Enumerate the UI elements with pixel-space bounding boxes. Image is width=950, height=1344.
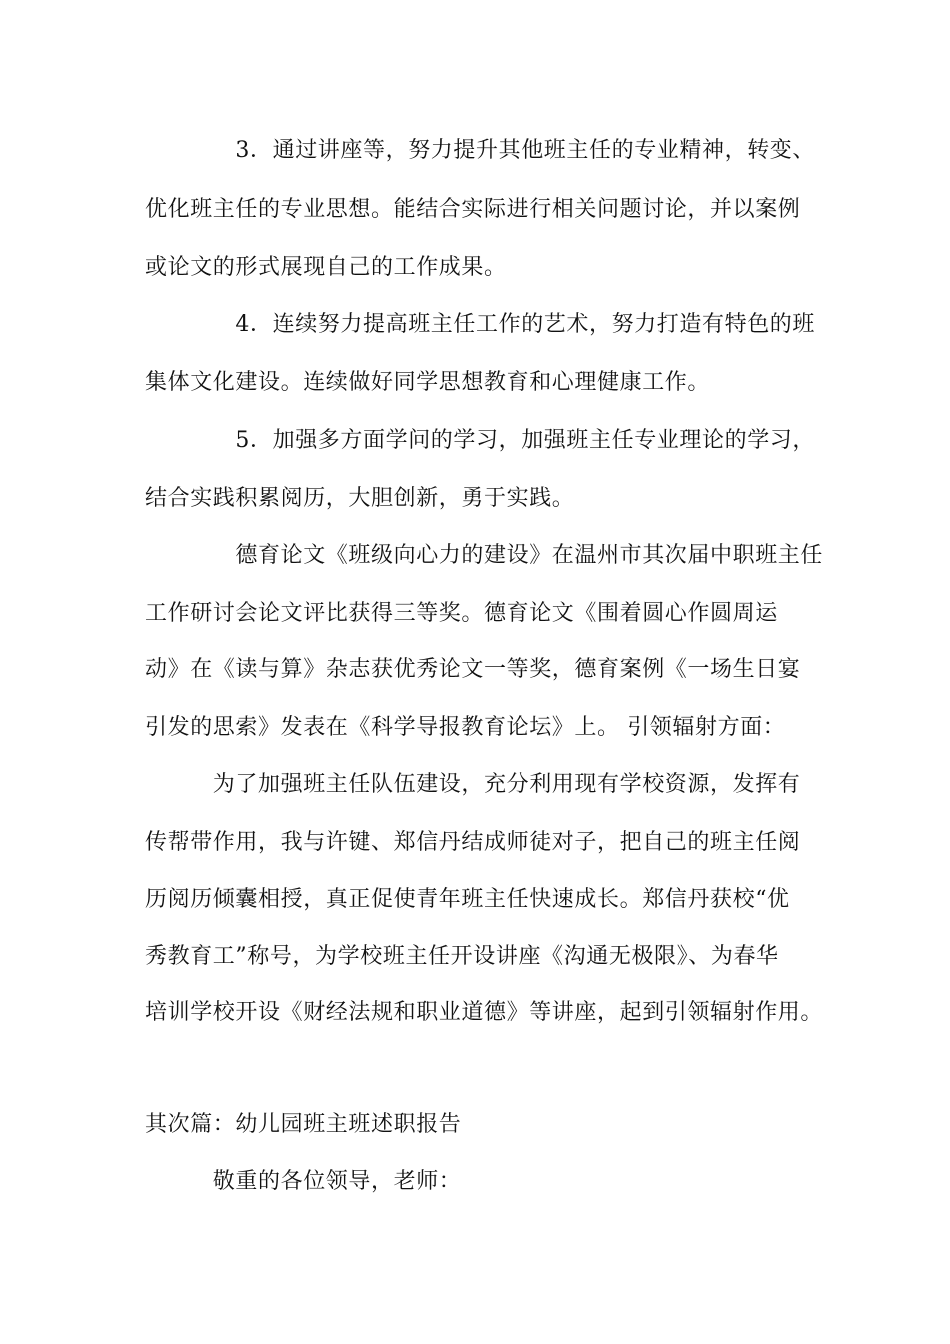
- paragraph-line: 秀教育工”称号，为学校班主任开设讲座《沟通无极限》、为春华: [145, 944, 779, 969]
- paragraph-line: 4．连续努力提高班主任工作的艺术，努力打造有特色的班: [145, 312, 815, 337]
- paragraph-line: 5．加强多方面学问的学习，加强班主任专业理论的学习，: [145, 428, 815, 453]
- paragraph-line: 3．通过讲座等，努力提升其他班主任的专业精神，转变、: [145, 138, 815, 163]
- paragraph-line: 历阅历倾囊相授，真正促使青年班主任快速成长。郑信丹获校“优: [145, 887, 790, 912]
- paragraph-line: 德育论文《班级向心力的建设》在温州市其次届中职班主任: [145, 543, 824, 568]
- paragraph-line: 为了加强班主任队伍建设，充分利用现有学校资源，发挥有: [145, 772, 801, 797]
- paragraph-line: 引发的思索》发表在《科学导报教育论坛》上。 引领辐射方面：: [145, 715, 786, 740]
- paragraph-line: 优化班主任的专业思想。能结合实际进行相关问题讨论，并以案例: [145, 197, 801, 222]
- paragraph-line: 动》在《读与算》杂志获优秀论文一等奖，德育案例《一场生日宴: [145, 657, 801, 682]
- paragraph-line: 集体文化建设。连续做好同学思想教育和心理健康工作。: [145, 370, 711, 395]
- section-heading: 其次篇：幼儿园班主班述职报告: [145, 1112, 462, 1137]
- paragraph-line: 工作研讨会论文评比获得三等奖。德育论文《围着圆心作圆周运: [145, 601, 778, 626]
- paragraph-line: 结合实践积累阅历，大胆创新，勇于实践。: [145, 486, 575, 511]
- paragraph-line: 传帮带作用，我与许键、郑信丹结成师徒对子，把自己的班主任阅: [145, 830, 801, 855]
- paragraph-line: 培训学校开设《财经法规和职业道德》等讲座，起到引领辐射作用。: [145, 1000, 824, 1025]
- paragraph-line: 或论文的形式展现自己的工作成果。: [145, 255, 507, 280]
- salutation: 敬重的各位领导，老师：: [145, 1169, 462, 1194]
